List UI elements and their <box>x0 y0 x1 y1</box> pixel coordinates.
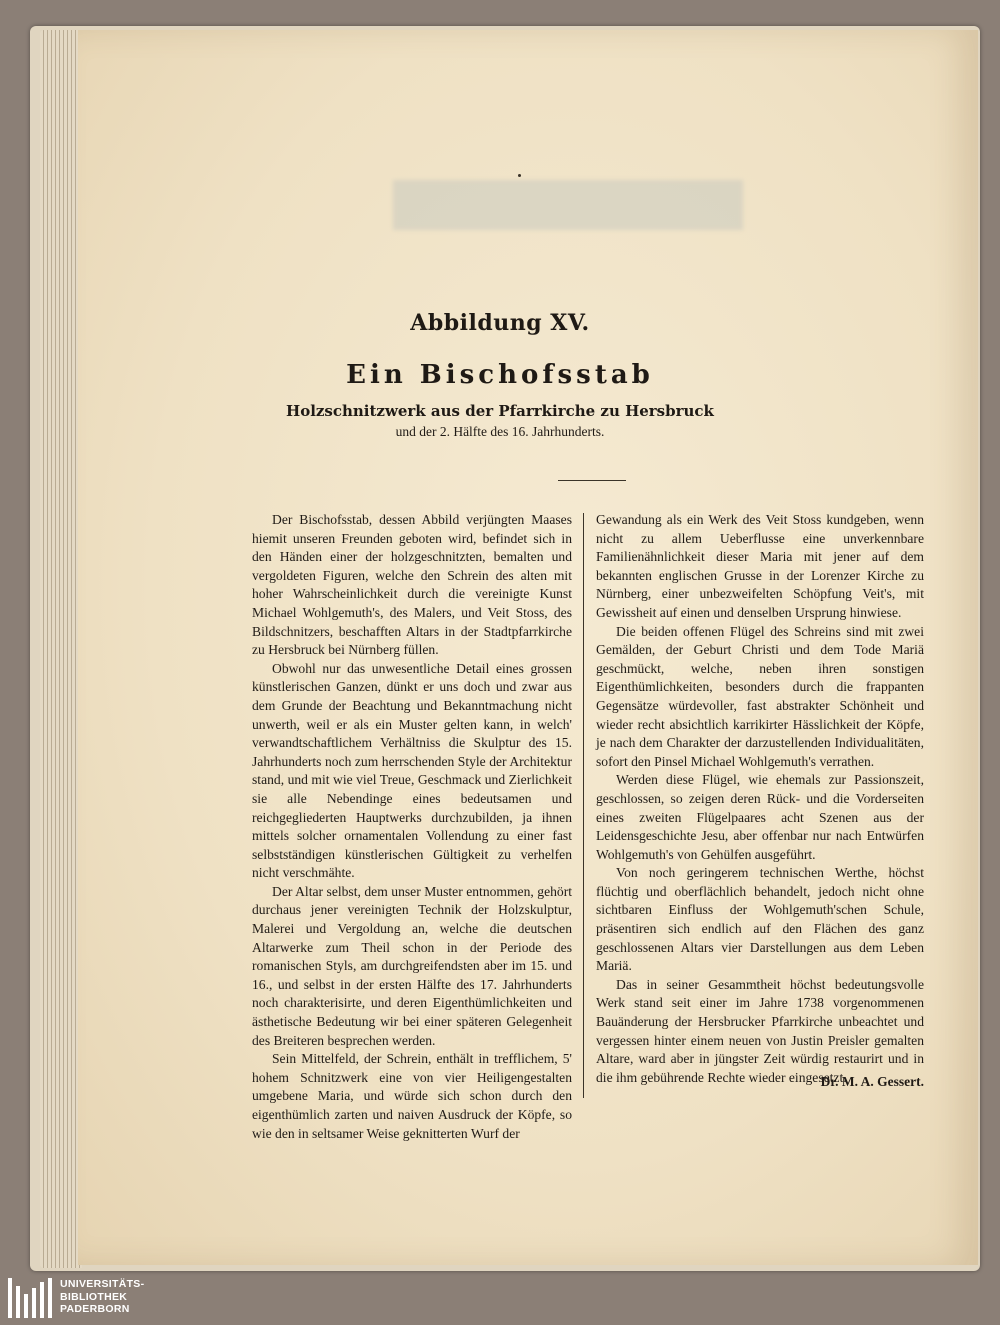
library-logo-icon <box>8 1278 54 1318</box>
paragraph: Die beiden offenen Flügel des Schreins sind mit zwei Gemälden, der Geburt Christi und dem Tode Mariä geschmückt, welche, neben ihren sonstigen Eigenthümlichkeiten, besonders durch die frappanten Gegensätze würdevoller, fast abstrakter Schönheit und wieder recht absichtlich karrikirter Hässlichkeit der Köpfe, je nach dem Charakter der darzustellenden Individualitäten, sofort den Pinsel Michael Wohlgemuth's verrathen. <box>596 623 924 769</box>
plate-heading: Abbildung XV. <box>410 310 590 336</box>
show-through-illustration <box>393 180 743 230</box>
text-column-right <box>596 511 924 1087</box>
library-logo <box>8 1276 208 1320</box>
paragraph: Das in seiner Gesammtheit höchst bedeutungsvolle Werk stand seit einer im Jahre 1738 vorgenommenen Bauänderung der Hersbrucker Pfarrkirche unbeachtet und vergessen hinter einem neuen von Justin Preisler gemalten Altare, ward aber in jüngster Zeit würdig restaurirt und in die ihm gebührende Rechte wieder eingesetzt. <box>596 976 924 1085</box>
library-logo-line: PADERBORN <box>60 1303 130 1315</box>
library-logo-text <box>60 1278 144 1316</box>
paragraph: Sein Mittelfeld, der Schrein, enthält in trefflichem, 5' hohem Schnitzwerk eine von vier Heiligengestalten umgebene Maria, und würde sich schon durch den eigenthümlich zarten und naiven Ausdruck der Köpfe, so wie den in seltsamer Weise geknitterten Wurf der <box>252 1051 572 1141</box>
article-subtitle: Holzschnitzwerk aus der Pfarrkirche zu Hersbruck <box>286 402 714 420</box>
paragraph: Werden diese Flügel, wie ehemals zur Passionszeit, geschlossen, so zeigen deren Rück- und die Vorderseiten eines zweiten Flügelpaares acht Szenen aus der Leidensgeschichte Jesu, aber offenbar nur nach Entwürfen Wohlgemuth's von Gehülfen ausgeführt. <box>596 772 924 862</box>
author-signature: Dr. M. A. Gessert. <box>820 1074 924 1089</box>
article-subtitle-date: und der 2. Hälfte des 16. Jahrhunderts. <box>395 424 605 439</box>
library-logo-line: BIBLIOTHEK <box>60 1290 128 1303</box>
page-stack-edge <box>40 30 82 1268</box>
title-rule <box>558 480 626 481</box>
article-title: Ein Bischofsstab <box>346 360 654 390</box>
paragraph: Der Altar selbst, dem unser Muster entnommen, gehört durchaus jener vereinigten Technik der Holzskulptur, Malerei und Vergoldung an, welche die deutschen Altarwerke zum Theil schon in der Periode des romanischen Styls, am durchgreifendsten aber im 15. und 16., und selbst in der ersten Hälfte des 17. Jahrhunderts noch charakterisirte, und deren Eigenthümlichkeiten und ästhetische Bedeutung wir bei einer späteren Gelegenheit des Breiteren besprechen werden. <box>252 883 572 1048</box>
paragraph: Gewandung als ein Werk des Veit Stoss kundgeben, wenn nicht zu allem Ueberflusse eine unverkennbare Familienähnlichkeit dieser Maria mit jener auf dem bekannten englischen Grusse in der Lorenzer Kirche zu Nürnberg, einer unbezweifelten Schöpfung Veit's, mit Gewissheit auf einen und denselben Ursprung hinwiese. <box>596 512 924 620</box>
library-logo-line: UNIVERSITÄTS- <box>60 1278 145 1290</box>
text-column-left <box>252 511 572 1143</box>
paragraph: Der Bischofsstab, dessen Abbild verjüngten Maases hiemit unseren Freunden geboten wird, befindet sich in den Händen einer der holzgeschnitzten, bemalten und vergoldeten Figuren, welche den Schrein des alten mit hoher Wahrscheinlichkeit durch die vereinigte Kunst Michael Wohlgemuth's, des Malers, und Veit Stoss, des Bildschnitzers, beschafften Altars in der Stadtpfarrkirche zu Hersbruck bei Nürnberg füllen. <box>252 512 572 658</box>
paragraph: Von noch geringerem technischen Werthe, höchst flüchtig und oberflächlich behandelt, jedoch nicht ohne sichtbaren Einfluss der Wohlgemuth'schen Schule, präsentiren sich endlich auf den Flächen des ganz geschlossenen Altars vier Darstellungen aus dem Leben Mariä. <box>596 865 924 974</box>
column-divider <box>583 513 584 1098</box>
paragraph: Obwohl nur das unwesentliche Detail eines grossen künstlerischen Ganzen, dünkt er uns doch und zwar aus dem Grunde der Beachtung und Bekanntmachung nicht unwerth, weil er als ein Muster gelten kann, in welch' verwandtschaftlichem Verhältniss die Skulptur des 15. Jahrhunderts noch zum herrschenden Style der Architektur stand, und mit wie viel Treue, Geschmack und Zierlichkeit sie alle Nebendinge eines bedeutsamen und reichgegliederten Hauptwerks durchzubilden, ja ihnen mittels solcher ornamentalen Vollendung zu einer fast selbstständigen künstlerischen Gültigkeit zu verhelfen nicht verschmähte. <box>252 660 572 881</box>
page-mark <box>518 174 521 177</box>
